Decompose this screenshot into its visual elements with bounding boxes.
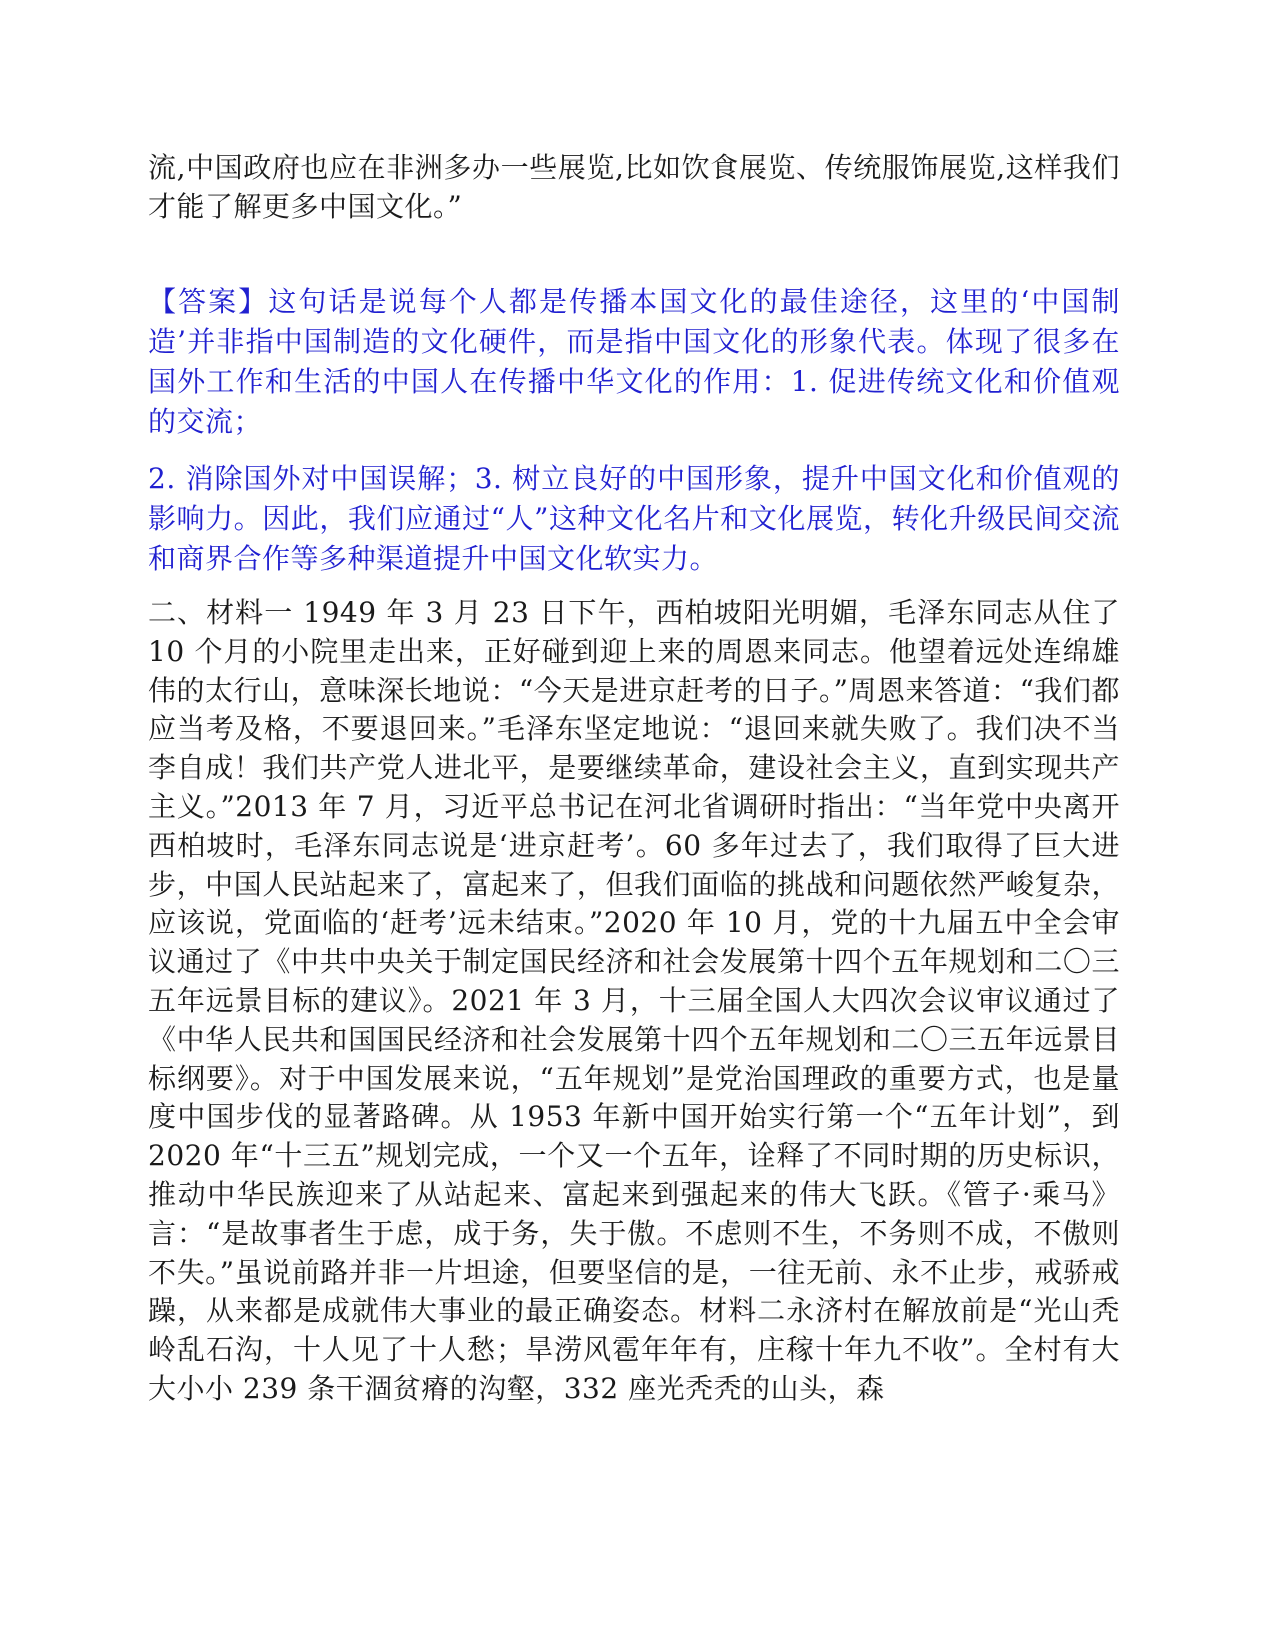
previous-question-continuation: 流,中国政府也应在非洲多办一些展览,比如饮食展览、传统服饰展览,这样我们才能了解更多中国文化。” [148,151,1120,223]
answer-paragraph-2: 2. 消除国外对中国误解；3. 树立良好的中国形象，提升中国文化和价值观的影响力。因此，我们应通过“人”这种文化名片和文化展览，转化升级民间交流和商界合作等多种渠道提升中国文化软实力。 [148,462,1120,575]
question-two-material: 二、材料一 1949 年 3 月 23 日下午，西柏坡阳光明媚，毛泽东同志从住了 10 个月的小院里走出来，正好碰到迎上来的周恩来同志。他望着远处连绵雄伟的太行山，意味深长地说：“今天是进京赶考的日子。”周恩来答道：“我们都应当考及格，不要退回来。”毛泽东坚定地说：“退回来就失败了。我们决不当李自成！我们共产党人进北平，是要继续革命，建设社会主义，直到实现共产主义。”2013 年 7 月，习近平总书记在河北省调研时指出：“当年党中央离开西柏坡时，毛泽东同志说是‘进京赶考’。60 多年过去了，我们取得了巨大进步，中国人民站起来了，富起来了，但我们面临的挑战和问题依然严峻复杂，应该说，党面临的‘赶考’远未结束。”2020 年 10 月，党的十九届五中全会审议通过了《中共中央关于制定国民经济和社会发展第十四个五年规划和二〇三五年远景目标的建议》。2021 年 3 月，十三届全国人大四次会议审议通过了《中华人民共和国国民经济和社会发展第十四个五年规划和二〇三五年远景目标纲要》。对于中国发展来说，“五年规划”是党治国理政的重要方式，也是量度中国步伐的显著路碑。从 1953 年新中国开始实行第一个“五年计划”，到 2020 年“十三五”规划完成，一个又一个五年，诠释了不同时期的历史标识，推动中华民族迎来了从站起来、富起来到强起来的伟大飞跃。《管子·乘马》言：“是故事者生于虑，成于务，失于傲。不虑则不生，不务则不成，不傲则不失。”虽说前路并非一片坦途，但要坚信的是，一往无前、永不止步，戒骄戒躁，从来都是成就伟大事业的最正确姿态。材料二永济村在解放前是“光山秃岭乱石沟，十人见了十人愁；旱涝风雹年年有，庄稼十年九不收”。全村有大大小小 239 条干涸贫瘠的沟壑，332 座光秃秃的山头，森 [148,596,1120,1405]
answer-paragraph-1: 【答案】这句话是说每个人都是传播本国文化的最佳途径，这里的‘中国制造’并非指中国制造的文化硬件，而是指中国文化的形象代表。体现了很多在国外工作和生活的中国人在传播中华文化的作用：1. 促进传统文化和价值观的交流； [148,285,1120,438]
